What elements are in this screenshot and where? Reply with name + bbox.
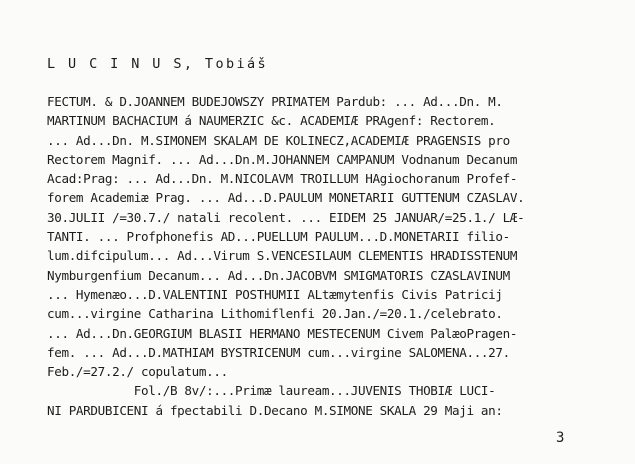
text-line: NI PARDUBICENI á fpectabili D.Decano M.SIMONE SKALA 29 Maji an: — [47, 402, 503, 418]
text-line: ... Hymenæo...D.VALENTINI POSTHUMII ALtæmytenfis Civis Patricij — [47, 286, 503, 302]
text-line: ... Ad...Dn. M.SIMONEM SKALAM DE KOLINECZ,ACADEMIÆ PRAGENSIS pro — [47, 132, 510, 148]
page-number: 3 — [556, 430, 565, 446]
text-line: 30.JULII /=30.7./ natali recolent. ... EIDEM 25 JANUAR/=25.1./ LÆ- — [47, 209, 525, 225]
text-line: MARTINUM BACHACIUM á NAUMERZIC &c. ACADEMIÆ PRAgenf: Rectorem. — [47, 113, 496, 129]
text-line: Nymburgenfium Decanum... Ad...Dn.JACOBVM SMIGMATORIS CZASLAVINUM — [47, 267, 510, 283]
text-line: Fol./B 8v/:...Primæ lauream...JUVENIS THOBIÆ LUCI- — [47, 383, 496, 399]
card-heading: L U C I N U S, Tobiáš — [47, 56, 269, 72]
text-line: lum.difcipulum... Ad...Virum S.VENCESILAUM CLEMENTIS HRADISSTENUM — [47, 248, 518, 264]
text-line: cum...virgine Catharina Lithomiflenfi 20.Jan./=20.1./celebrato. — [47, 306, 503, 322]
text-line: forem Academiæ Prag. ... Ad...D.PAULUM MONETARII GUTTENUM CZASLAV. — [47, 190, 525, 206]
text-line: fem. ... Ad...D.MATHIAM BYSTRICENUM cum...virgine SALOMENA...27. — [47, 344, 510, 360]
text-line: Rectorem Magnif. ... Ad...Dn.M.JOHANNEM CAMPANUM Vodnanum Decanum — [47, 151, 518, 167]
text-line: FECTUM. & D.JOANNEM BUDEJOWSZY PRIMATEM Pardub: ... Ad...Dn. M. — [47, 94, 503, 109]
text-line: ... Ad...Dn.GEORGIUM BLASII HERMANO MESTECENUM Civem PalæoPragen- — [47, 325, 518, 341]
text-line: Acad:Prag: ... Ad...Dn. M.NICOLAVM TROILLUM HAgiochoranum Profef- — [47, 171, 518, 187]
text-line: Feb./=27.2./ copulatum... — [47, 364, 228, 380]
text-line: TANTI. ... Profphonefis AD...PUELLUM PAULUM...D.MONETARII filio- — [47, 229, 510, 245]
card-body-text — [47, 92, 627, 420]
